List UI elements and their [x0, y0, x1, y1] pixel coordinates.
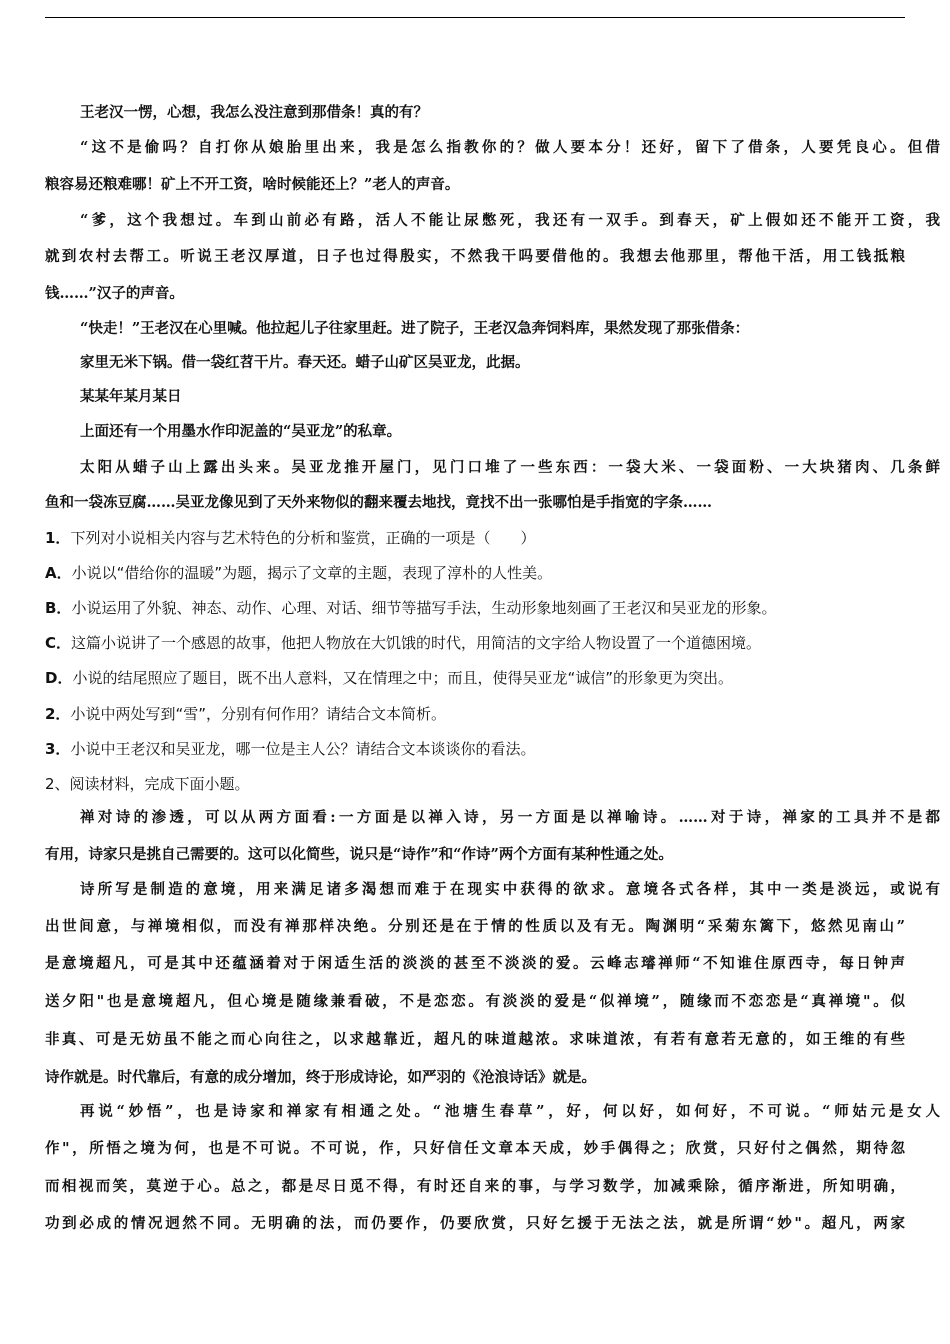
passage2-line-3: 诗所写是制造的意境，用来满足诸多渴想而难于在现实中获得的欲求。意境各式各样，其中一类是淡远，或说有: [80, 881, 940, 898]
option-d: [45, 668, 905, 688]
option-d-label: D．: [45, 669, 73, 687]
passage1-line-6: 钱……”汉子的声音。: [45, 285, 184, 302]
question-2: [45, 704, 905, 724]
option-c-text: 这篇小说讲了一个感恩的故事，他把人物放在大饥饿的时代，用简洁的文字给人物设置了一个道德困境。: [71, 634, 762, 652]
option-d-text: 小说的结尾照应了题目，既不出人意料，又在情理之中；而且，使得吴亚龙“诚信”的形象更为突出。: [72, 669, 733, 687]
passage1-line-8: 家里无米下锅。借一袋红苕干片。春天还。蜡子山矿区吴亚龙，此据。: [80, 354, 530, 371]
passage2-line-12: 功到必成的情况迥然不同。无明确的法，而仍要作，仍要欣赏，只好乞援于无法之法，就是所谓“妙"。超凡，两家: [45, 1215, 905, 1232]
passage2-line-5: 是意境超凡，可是其中还蕴涵着对于闲适生活的淡淡的甚至不淡淡的爱。云峰志璿禅师“不知谁住原西寺，每日钟声: [45, 955, 905, 972]
passage1-line-3: 粮容易还粮难哪！矿上不开工资，啥时候能还上？”老人的声音。: [45, 176, 460, 193]
option-a-text: 小说以“借给你的温暖”为题，揭示了文章的主题，表现了淳朴的人性美。: [71, 564, 553, 582]
passage2-line-1: 禅对诗的渗透，可以从两方面看:一方面是以禅入诗，另一方面是以禅喻诗。……对于诗，禅家的工具并不是都: [80, 809, 940, 826]
question-3: [45, 739, 905, 759]
question-1: [45, 528, 905, 548]
question-2-number: 2．: [45, 705, 71, 723]
option-b-text: 小说运用了外貌、神态、动作、心理、对话、细节等描写手法，生动形象地刻画了王老汉和吴亚龙的形象。: [71, 599, 777, 617]
passage2-line-4: 出世间意，与禅境相似，而没有禅那样决绝。分别还是在于情的性质以及有无。陶渊明“采菊东篱下，悠然见南山”: [45, 918, 905, 935]
passage1-line-4: “爹，这个我想过。车到山前必有路，活人不能让尿憋死，我还有一双手。到春天，矿上假如还不能开工资，我: [80, 212, 940, 229]
passage1-line-2: “这不是偷吗？自打你从娘胎里出来，我是怎么指教你的？做人要本分！还好，留下了借条，人要凭良心。但借: [80, 139, 940, 156]
question-2-text: 小说中两处写到“雪”，分别有何作用？请结合文本简析。: [70, 705, 446, 723]
header-rule: [45, 17, 905, 18]
passage2-line-2: 有用，诗家只是挑自己需要的。这可以化简些，说只是“诗作”和“作诗”两个方面有某种性通之处。: [45, 846, 673, 863]
passage2-line-9: 再说“妙悟”，也是诗家和禅家有相通之处。“池塘生春草”，好，何以好，如何好，不可说。“师姑元是女人: [80, 1103, 940, 1120]
passage1-line-10: 上面还有一个用墨水作印泥盖的“吴亚龙”的私章。: [80, 423, 402, 440]
question-3-text: 小说中王老汉和吴亚龙，哪一位是主人公？请结合文本谈谈你的看法。: [70, 740, 536, 758]
passage1-line-1: 王老汉一愣，心想，我怎么没注意到那借条！真的有？: [80, 104, 428, 121]
option-b-label: B．: [45, 599, 72, 617]
option-b: [45, 598, 905, 618]
passage2-line-7: 非真、可是无妨虽不能之而心向往之，以求越靠近，超凡的味道越浓。求味道浓，有若有意若无意的，如王维的有些: [45, 1031, 905, 1048]
question-1-number: 1．: [45, 529, 71, 547]
question-3-number: 3．: [45, 740, 71, 758]
section-2-heading: 2、阅读材料，完成下面小题。: [45, 775, 250, 793]
option-c-label: C．: [45, 634, 72, 652]
passage1-line-7: “快走！”王老汉在心里喊。他拉起儿子往家里赶。进了院子，王老汉急奔饲料库，果然发现了那张借条：: [80, 320, 750, 337]
passage1-line-11: 太阳从蜡子山上露出头来。吴亚龙推开屋门，见门口堆了一些东西：一袋大米、一袋面粉、一大块猪肉、几条鲜: [80, 459, 940, 476]
passage1-line-5: 就到农村去帮工。听说王老汉厚道，日子也过得殷实，不然我干吗要借他的。我想去他那里，帮他干活，用工钱抵粮: [45, 248, 905, 265]
option-c: [45, 633, 905, 653]
passage2-line-10: 作"，所悟之境为何，也是不可说。不可说，作，只好信任文章本天成，妙手偶得之；欣赏，只好付之偶然，期待忽: [45, 1140, 905, 1157]
passage2-line-11: 而相视而笑，莫逆于心。总之，都是尽日觅不得，有时还自来的事，与学习数学，加减乘除，循序渐进，所知明确，: [45, 1178, 905, 1195]
passage1-line-9: 某某年某月某日: [80, 388, 182, 405]
passage2-line-8: 诗作就是。时代靠后，有意的成分增加，终于形成诗论，如严羽的《沧浪诗话》就是。: [45, 1069, 596, 1086]
passage1-line-12: 鱼和一袋冻豆腐……吴亚龙像见到了天外来物似的翻来覆去地找，竟找不出一张哪怕是手指宽的字条……: [45, 494, 712, 511]
question-1-text: 下列对小说相关内容与艺术特色的分析和鉴赏，正确的一项是（ ）: [70, 529, 536, 547]
passage2-line-6: 送夕阳"也是意境超凡，但心境是随缘兼看破，不是恋恋。有淡淡的爱是“似禅境”，随缘而不恋恋是“真禅境"。似: [45, 993, 905, 1010]
option-a-label: A．: [45, 564, 72, 582]
option-a: [45, 563, 905, 583]
